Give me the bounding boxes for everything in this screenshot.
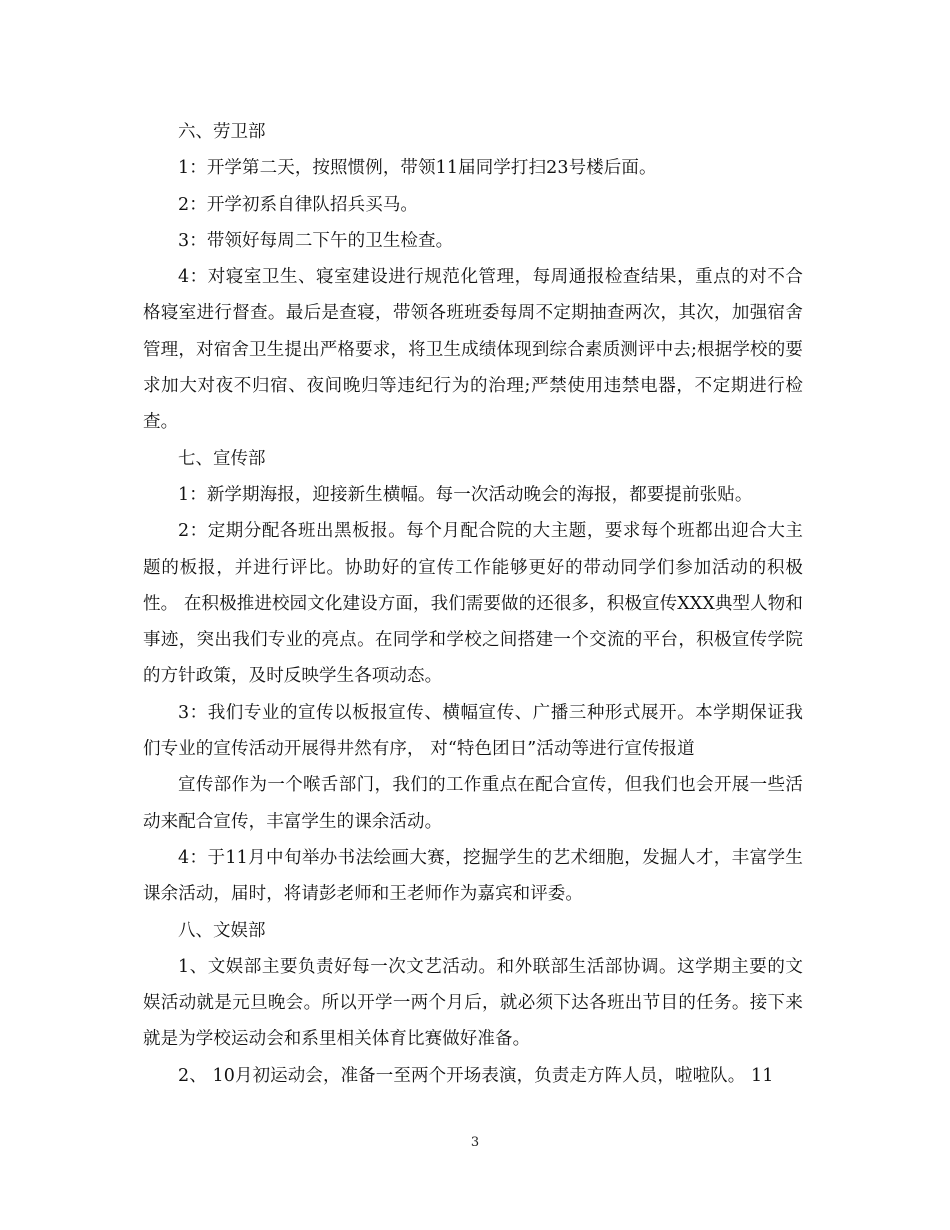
paragraph: 3：我们专业的宣传以板报宣传、横幅宣传、广播三种形式展开。本学期保证我们专业的宣传活动开展得井然有序， 对“特色团日”活动等进行宣传报道 — [143, 702, 803, 760]
paragraph: 4：对寝室卫生、寝室建设进行规范化管理，每周通报检查结果，重点的对不合格寝室进行督查。最后是查寝，带领各班班委每周不定期抽查两次，其次，加强宿舍管理，对宿舍卫生提出严格要求，将卫生成绩体现到综合素质测评中去;根据学校的要求加大对夜不归宿、夜间晚归等违纪行为的治理;严禁使用违禁电器，不定期进行检查。 — [143, 267, 803, 433]
paragraph: 宣传部作为一个喉舌部门，我们的工作重点在配合宣传，但我们也会开展一些活动来配合宣传，丰富学生的课余活动。 — [143, 775, 803, 832]
paragraph: 4：于11月中旬举办书法绘画大赛，挖掘学生的艺术细胞，发掘人才，丰富学生课余活动，届时，将请彭老师和王老师作为嘉宾和评委。 — [143, 847, 803, 905]
page-number: 3 — [470, 1135, 480, 1150]
paragraph: 2、 10月初运动会，准备一至两个开场表演，负责走方阵人员，啦啦队。 11 — [178, 1065, 774, 1086]
paragraph: 1：新学期海报，迎接新生横幅。每一次活动晚会的海报，都要提前张贴。 — [178, 484, 753, 505]
paragraph: 1：开学第二天，按照惯例，带领11届同学打扫23号楼后面。 — [178, 158, 657, 179]
section-heading-entertainment: 八、文娱部 — [178, 920, 266, 941]
paragraph: 2：开学初系自律队招兵买马。 — [178, 194, 419, 215]
paragraph: 2：定期分配各班出黑板报。每个月配合院的大主题，要求每个班都出迎合大主题的板报，并进行评比。协助好的宣传工作能够更好的带动同学们参加活动的积极性。 在积极推进校园文化建设方面，我们需要做的还很多，积极宣传XXX典型人物和事迹，突出我们专业的亮点。在同学和学校之间搭建一个交流的平台，积极宣传学院的方针政策，及时反映学生各项动态。 — [143, 521, 803, 687]
document-body — [143, 114, 803, 1094]
section-heading-publicity: 七、宣传部 — [178, 448, 266, 469]
paragraph: 1、文娱部主要负责好每一次文艺活动。和外联部生活部协调。这学期主要的文娱活动就是元旦晚会。所以开学一两个月后，就必须下达各班出节目的任务。接下来就是为学校运动会和系里相关体育比赛做好准备。 — [143, 956, 803, 1050]
section-heading-labor: 六、劳卫部 — [178, 122, 266, 142]
paragraph: 3：带领好每周二下午的卫生检查。 — [178, 230, 454, 251]
